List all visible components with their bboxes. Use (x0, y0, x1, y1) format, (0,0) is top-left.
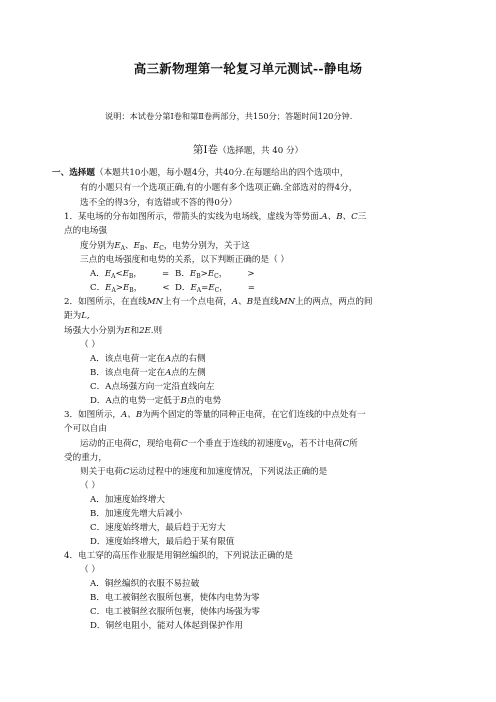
q1-option-b: B．$E_B>E_C$， > (175, 269, 255, 280)
q3-option-a: A．加速度始终增大 (90, 495, 165, 505)
q1-line2: 点的电场强 (64, 226, 107, 236)
q3-line2: 个可以自由 (64, 424, 107, 434)
q2-line1: 2．如图所示，在直线MN上有一个点电荷，A、B是直线MN上的两点，两点的间 (64, 297, 373, 307)
q1-option-a: A．$E_A<E_B$， = (90, 269, 170, 280)
q4-option-b: B．电工被铜丝衣服所包裹，使体内电势为零 (90, 593, 260, 603)
part1-text1: （本题共10小题，每小题4分，共40分.在每题给出的四个选项中， (94, 168, 349, 178)
q3-paren: （ ） (80, 481, 100, 491)
q2-option-a: A．该点电荷一定在A点的右侧 (90, 354, 206, 364)
part1-line2: 有的小题只有一个选项正确,有的小题有多个选项正确.全部选对的得4分， (80, 183, 358, 193)
q1-line4: 三点的电场强度和电势的关系，以下判断正确的是（ ） (80, 255, 289, 265)
q1-option-d: D．$E_A=E_C$， = (175, 283, 255, 294)
section-name: 第Ⅰ卷 (192, 144, 218, 156)
section-paren: （选择题，共 40 分） (218, 146, 304, 156)
page-title: 高三新物理第一轮复习单元测试--静电场 (133, 61, 363, 76)
q3-option-c: C．速度始终增大，最后趋于无穷大 (90, 523, 226, 533)
q2-option-d: D．A点的电势一定低于B点的电势 (90, 396, 222, 406)
q1-option-c: C．$E_A>E_B$， < (90, 283, 170, 294)
q3-option-b: B．加速度先增大后减小 (90, 509, 183, 519)
q3-line5: 则关于电荷C运动过程中的速度和加速度情况，下列说法正确的是 (80, 467, 328, 477)
q4-line1: 4．电工穿的高压作业服是用铜丝编织的，下列说法正确的是 (64, 551, 293, 561)
q1-line3: 度分别为$E_A$、$E_B$、$E_C$，电势分别为，关于这 (80, 241, 250, 252)
q3-line3: 运动的正电荷C，现给电荷C一个垂直于连线的初速度$v_0$，若不计电荷C所 (80, 439, 358, 450)
q4-option-a: A．铜丝编织的衣服不易拉破 (90, 579, 200, 589)
exam-note: 说明：本试卷分第Ⅰ卷和第Ⅱ卷两部分，共150分；答题时间120分钟. (105, 111, 353, 121)
part1-label: 一、选择题 (52, 168, 95, 178)
q1-line1: 1．某电场的分布如图所示，带箭头的实线为电场线，虚线为等势面.A、B、C三 (64, 212, 367, 222)
q2-paren: （ ） (80, 340, 100, 350)
q3-option-d: D．速度始终增大，最后趋于某有限值 (90, 537, 235, 547)
q4-option-c: C．电工被铜丝衣服所包裹，使体内场强为零 (90, 607, 260, 617)
q2-option-c: C．A点场强方向一定沿直线向左 (90, 382, 215, 392)
q2-option-b: B．该点电荷一定在A点的左侧 (90, 368, 206, 378)
q2-line2: 距为L, (64, 311, 90, 321)
q4-option-d: D．铜丝电阻小，能对人体起到保护作用 (90, 621, 243, 631)
section-heading (0, 145, 496, 156)
part1-line1 (52, 169, 349, 178)
q2-line3: 场强大小分别为E和2E.则 (64, 326, 163, 336)
q3-line1: 3．如图所示，A、B为两个固定的等量的同种正电荷，在它们连线的中点处有一 (64, 410, 366, 420)
part1-line3: 选不全的得3分，有选错或不答的得0分） (80, 198, 238, 208)
q4-paren: （ ） (80, 565, 100, 575)
q3-line4: 受的重力， (64, 453, 107, 463)
